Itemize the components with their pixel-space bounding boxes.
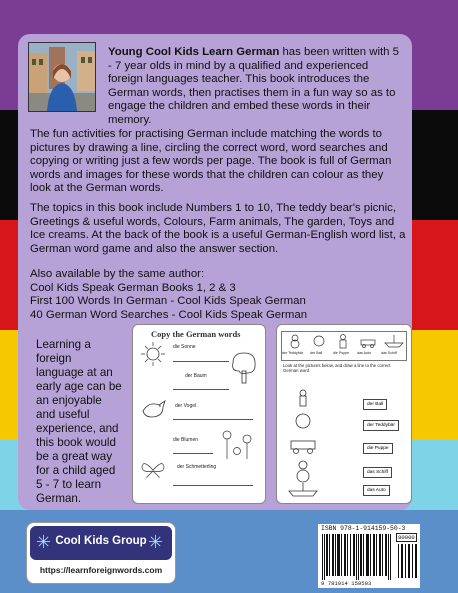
bird-icon: [139, 395, 169, 421]
word-label: der Vogel: [175, 403, 197, 409]
writing-line: [173, 453, 213, 454]
topics-paragraph: The topics in this book include Numbers 1 to 10, The teddy bear's picnic, Greetings & useful words, Colours, Farm animals, The garden, Toys and Ice creams. At the back of the book is a useful German-English word list, a German word game and also the answer section.: [30, 202, 406, 255]
price-code: 90000: [398, 534, 415, 541]
answer-box: die Puppe: [363, 443, 393, 454]
also-item: First 100 Words In German - Cool Kids Speak German: [30, 295, 306, 308]
also-available: [30, 268, 406, 322]
barcode-bars: [322, 534, 392, 580]
logo-name: Cool Kids Group: [55, 535, 147, 547]
activities-paragraph: The fun activities for practising German include matching the words to pictures by drawing a line, circling the correct word, word searches and copying or writing just a few words per page. The book is full of German words and images for these words that the children can colour as they look at the German words.: [30, 128, 392, 195]
instruction-text: Look at the pictures below, and draw a line to the correct German word.: [283, 363, 391, 373]
worksheet-copy-words: [132, 324, 266, 504]
key-label: der Ball: [310, 351, 323, 355]
writing-line: [173, 485, 253, 486]
also-item: Cool Kids Speak German Books 1, 2 & 3: [30, 281, 236, 294]
isbn-text: ISBN 978-1-914159-50-3: [321, 525, 406, 532]
intro-text: has been written with 5 - 7 year olds in mind by a qualified and experienced foreign languages teacher. This book introduces the German words, then practises them in a fun way so as to engage the children and embed these words in their memory.: [108, 46, 399, 126]
toy-icons: [283, 333, 405, 349]
ean-number: 9 781914 159503: [321, 580, 372, 587]
publisher-logo: [26, 522, 176, 584]
writing-line: [173, 361, 229, 362]
sun-icon: [139, 341, 167, 367]
answer-box: das Schiff: [363, 467, 392, 478]
author-photo: [28, 42, 96, 112]
word-label: die Blumen: [173, 437, 199, 443]
also-heading: Also available by the same author:: [30, 268, 205, 280]
answer-box: der Teddybär: [363, 420, 399, 431]
key-label: der Teddybär: [282, 351, 303, 355]
worksheet-match-words: [276, 324, 412, 504]
logo-banner: [30, 526, 172, 560]
butterfly-icon: [139, 459, 167, 481]
key-label: die Puppe: [333, 351, 350, 355]
snowflake-icon: ✳: [148, 532, 164, 552]
answer-box: der Ball: [363, 399, 387, 410]
addon-barcode: [398, 544, 418, 578]
book-title: Young Cool Kids Learn German: [108, 46, 280, 58]
word-label: der Baum: [185, 373, 207, 379]
key-label: das Auto: [357, 351, 371, 355]
tree-icon: [229, 349, 259, 385]
side-paragraph: Learning a foreign language at an early age can be an enjoyable and useful experience, and this book would be a great way for a child aged 5 - 7 to learn German.: [36, 338, 122, 505]
answer-box: das Auto: [363, 485, 390, 496]
word-label: die Sonne: [173, 344, 196, 350]
word-label: der Schmetterling: [177, 464, 217, 470]
writing-line: [173, 419, 253, 420]
snowflake-icon: ✳: [36, 532, 52, 552]
worksheet-title: Copy the German words: [151, 329, 241, 339]
intro-paragraph: [108, 46, 404, 128]
flowers-icon: [217, 425, 261, 461]
logo-url: https://learnforeignwords.com: [39, 565, 163, 575]
also-item: 40 German Word Searches - Cool Kids Speak German: [30, 308, 308, 321]
picture-column: [287, 387, 319, 497]
writing-line: [173, 389, 229, 390]
key-label: das Schiff: [381, 351, 397, 355]
isbn-barcode: [318, 524, 420, 588]
